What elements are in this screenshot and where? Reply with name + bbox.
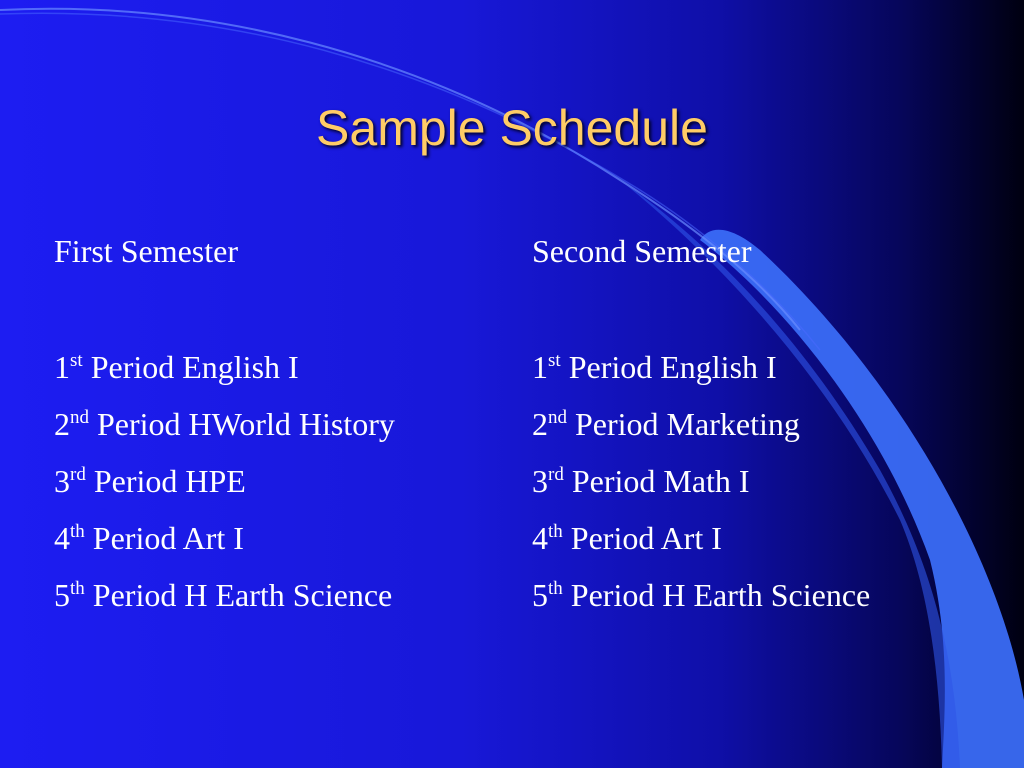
slide-title: Sample Schedule: [316, 100, 708, 156]
second-semester-heading: Second Semester: [532, 233, 752, 269]
schedule-line: 5th Period H Earth Science: [54, 577, 393, 613]
schedule-line: 3rd Period HPE: [54, 463, 246, 499]
first-semester-heading: First Semester: [54, 233, 238, 269]
first-semester-column: [54, 232, 504, 633]
second-semester-column: [532, 232, 912, 633]
schedule-line: 1st Period English I: [54, 349, 299, 385]
schedule-line: 4th Period Art I: [532, 520, 722, 556]
schedule-line: 4th Period Art I: [54, 520, 244, 556]
schedule-line: 5th Period H Earth Science: [532, 577, 871, 613]
schedule-line: 2nd Period HWorld History: [54, 406, 395, 442]
schedule-line: 2nd Period Marketing: [532, 406, 800, 442]
schedule-line: 3rd Period Math I: [532, 463, 750, 499]
schedule-line: 1st Period English I: [532, 349, 777, 385]
